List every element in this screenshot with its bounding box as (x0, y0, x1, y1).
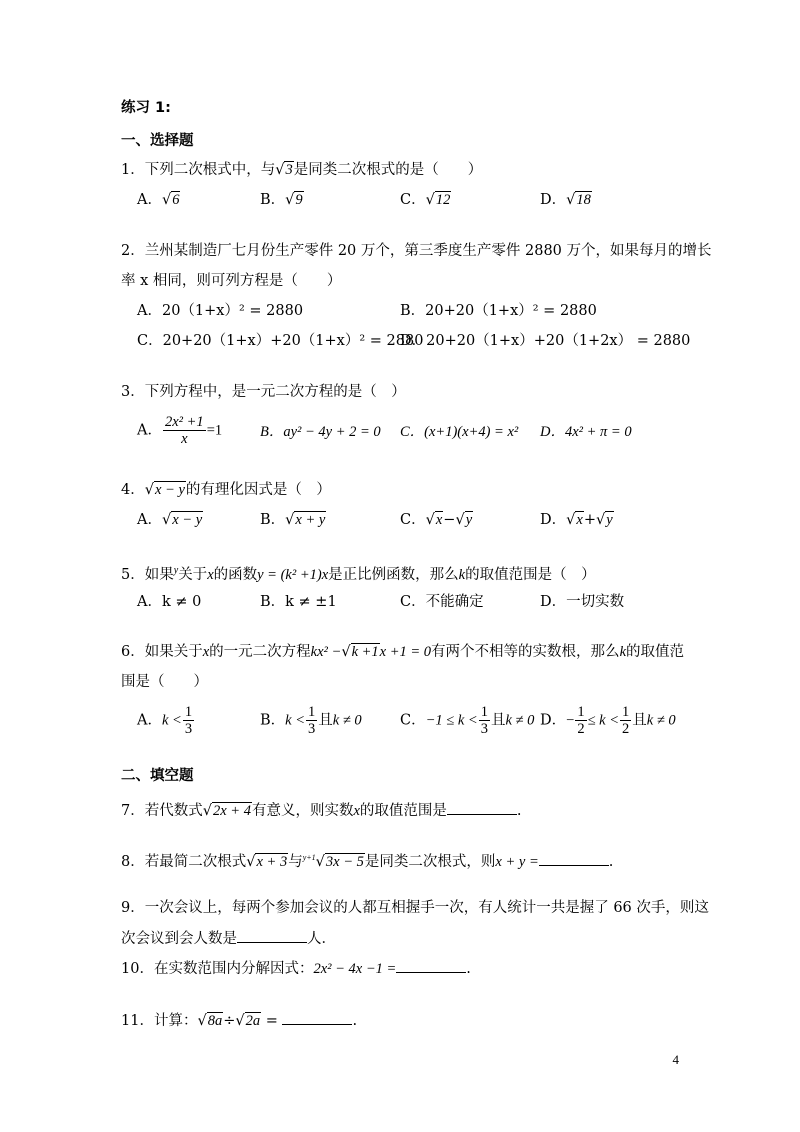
q3-option-c: C．(x+1)(x+4) = x² (400, 424, 519, 440)
q5-option-c: C．不能确定 (400, 594, 484, 610)
q1-option-c: C．√12 (400, 192, 451, 208)
page-number: 4 (672, 1052, 679, 1067)
question-2-line-1: 2．兰州某制造厂七月份生产零件 20 万个，第三季度生产零件 2880 万个，如果每月的增长 (121, 243, 712, 259)
q11-answer-blank[interactable] (282, 1010, 352, 1025)
q5-option-d: D．一切实数 (540, 594, 625, 610)
question-7: 7．若代数式√2x + 4有意义，则实数x的取值范围是 . (121, 800, 522, 821)
q1-sqrt: √3 (275, 162, 293, 178)
q4-option-c: C．√x−√y (400, 512, 473, 528)
question-8: 8．若最简二次根式√x + 3与$^{y+1}$√3x − 5是同类二次根式，则x + y = . (121, 848, 613, 872)
q3-option-b: B．ay² − 4y + 2 = 0 (260, 424, 381, 440)
q2-option-c: C．20+20（1+x）+20（1+x）² = 2880 (137, 333, 424, 349)
q2-option-a: A．20（1+x）² = 2880 (137, 303, 304, 319)
question-10: 10．在实数范围内分解因式：2x² − 4x −1 = . (121, 958, 471, 979)
q1-text-b: 是同类二次根式的是（ ） (293, 162, 483, 178)
q1-option-d: D．√18 (540, 192, 591, 208)
q3-option-d: D．4x² + π = 0 (540, 424, 632, 440)
q1-option-b: B．√9 (260, 192, 303, 208)
question-4: 4．√x − y的有理化因式是（ ） (121, 482, 331, 498)
q5-option-a: A．k ≠ 0 (137, 594, 202, 610)
q5-option-b: B．k ≠ ±1 (260, 594, 337, 610)
q4-option-a: A．√x − y (137, 512, 203, 528)
q10-answer-blank[interactable] (396, 958, 466, 973)
question-6-line-1: 6．如果关于x的一元二次方程kx² −√k +1x +1 = 0有两个不相等的实数根，那么k的取值范 (121, 644, 684, 660)
q6-option-b: B．k < $\frac{1}{3}$ 且k ≠ 0 (260, 704, 362, 737)
q6-option-d: D．− $\frac{1}{2}$ ≤ k < $\frac{1}{2}$ 且k ≠ 0 (540, 704, 676, 737)
question-9-line-1: 9．一次会议上，每两个参加会议的人都互相握手一次，有人统计一共是握了 66 次手，则这 (121, 900, 709, 916)
question-5: 5．如果$^y$关于x的函数y = (k² +1)x是正比例函数，那么k的取值范围是（ ） (121, 565, 596, 583)
q4-option-d: D．√x+√y (540, 512, 613, 528)
q4-sqrt: √x − y (144, 482, 185, 498)
q1-option-a: A．√6 (137, 192, 180, 208)
question-1 (121, 160, 482, 180)
question-9-line-2: 次会议到会人数是 人． (121, 928, 336, 949)
section-fill-heading: 二、填空题 (121, 768, 194, 784)
q8-answer-blank[interactable] (539, 851, 609, 866)
q2-option-d: D．20+20（1+x）+20（1+2x） = 2880 (400, 333, 691, 349)
q7-answer-blank[interactable] (447, 800, 517, 815)
q9-answer-blank[interactable] (237, 928, 307, 943)
q3-option-a: A． $\frac{\text{2x² +1}}{x}$ =1 (137, 414, 223, 447)
question-6-line-2: 围是（ ） (121, 674, 208, 690)
q2-option-b: B．20+20（1+x）² = 2880 (400, 303, 597, 319)
question-3: 3．下列方程中，是一元二次方程的是（ ） (121, 384, 406, 400)
q4-option-b: B．√x + y (260, 512, 326, 528)
q6-option-c: C．−1 ≤ k < $\frac{1}{3}$ 且k ≠ 0 (400, 704, 535, 737)
section-choice-heading: 一、选择题 (121, 133, 194, 149)
exercise-heading: 练习 1: (121, 100, 171, 116)
question-2-line-2: 率 x 相同，则可列方程是（ ） (121, 273, 342, 289)
q1-text-a: 1．下列二次根式中，与 (121, 162, 276, 178)
question-11: 11．计算：√8a÷√2a = . (121, 1010, 357, 1031)
q6-option-a: A．k < $\frac{1}{3}$ (137, 704, 193, 737)
